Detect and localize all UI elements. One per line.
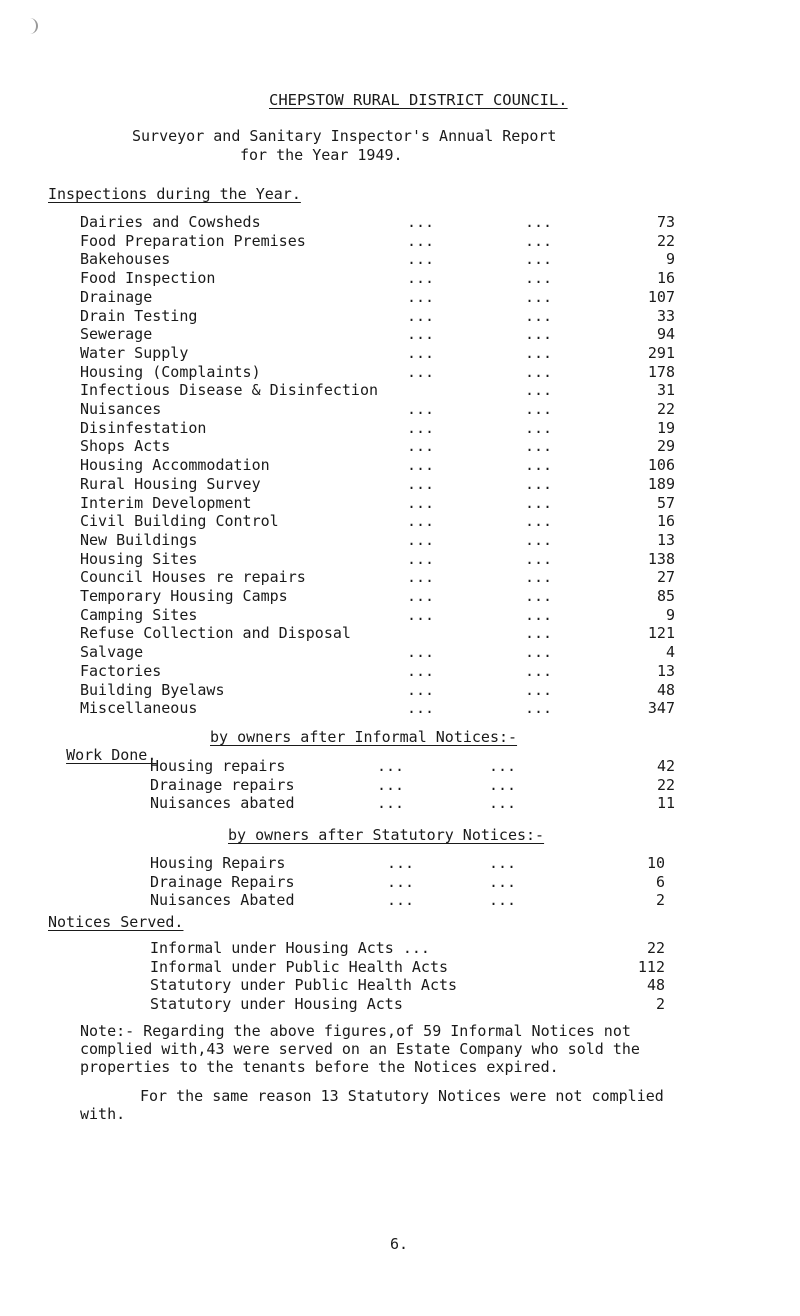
- row-label: New Buildings: [80, 530, 198, 549]
- informal-work-row: [150, 794, 675, 812]
- row-value: 16: [656, 512, 675, 531]
- row-label: Disinfestation: [80, 418, 207, 437]
- row-label: Drainage repairs: [150, 775, 295, 794]
- row-value: 31: [656, 381, 675, 400]
- inspection-row: [80, 681, 675, 699]
- row-label: Rural Housing Survey: [80, 474, 261, 493]
- leader-dots: ...: [387, 891, 415, 909]
- report-title-line2: for the Year 1949.: [240, 146, 403, 164]
- row-label: Food Inspection: [80, 269, 216, 288]
- leader-dots: ...: [407, 512, 435, 531]
- leader-dots: ...: [407, 643, 435, 662]
- row-label: Salvage: [80, 643, 144, 662]
- leader-dots: ...: [377, 794, 405, 812]
- leader-dots: ...: [407, 400, 435, 418]
- note-line-2: complied with,43 were served on an Estate Company who sold the: [80, 1040, 640, 1058]
- row-label: Miscellaneous: [80, 699, 198, 718]
- inspection-row: [80, 643, 675, 661]
- inspection-row: [80, 288, 675, 306]
- inspection-row: [80, 624, 675, 642]
- leader-dots: ...: [407, 418, 435, 437]
- row-label: Refuse Collection and Disposal: [80, 624, 351, 643]
- leader-dots: ...: [525, 512, 553, 531]
- leader-dots: ...: [407, 306, 435, 325]
- leader-dots: ...: [407, 231, 435, 250]
- informal-work-row: [150, 776, 675, 794]
- row-label: Informal under Housing Acts ...: [150, 939, 430, 957]
- leader-dots: ...: [387, 854, 415, 872]
- work-done-label: Work Done.: [66, 746, 157, 764]
- leader-dots: ...: [525, 269, 553, 288]
- statutory-work-row: [150, 891, 665, 909]
- leader-dots: ...: [489, 757, 517, 775]
- notices-served-heading: Notices Served.: [48, 913, 184, 931]
- leader-dots: ...: [407, 437, 435, 456]
- leader-dots: ...: [525, 661, 553, 680]
- leader-dots: ...: [407, 587, 435, 605]
- inspection-row: [80, 344, 675, 362]
- leader-dots: ...: [407, 605, 435, 624]
- leader-dots: ...: [525, 605, 553, 624]
- inspection-row: [80, 531, 675, 549]
- leader-dots: ...: [407, 325, 435, 344]
- row-value: 106: [647, 456, 675, 475]
- report-title-line1: Surveyor and Sanitary Inspector's Annual Report: [132, 127, 557, 145]
- inspection-row: [80, 363, 675, 381]
- row-label: Food Preparation Premises: [80, 231, 306, 250]
- row-value: 19: [656, 418, 675, 437]
- row-value: 2: [655, 891, 665, 909]
- inspection-row: [80, 475, 675, 493]
- leader-dots: ...: [407, 699, 435, 718]
- inspection-row: [80, 550, 675, 568]
- row-value: 33: [656, 306, 675, 325]
- row-label: Building Byelaws: [80, 680, 225, 699]
- leader-dots: ...: [407, 680, 435, 699]
- row-value: 6: [655, 872, 665, 891]
- leader-dots: ...: [407, 661, 435, 680]
- leader-dots: ...: [525, 306, 553, 325]
- row-label: Nuisances abated: [150, 794, 295, 812]
- leader-dots: ...: [489, 854, 517, 872]
- leader-dots: ...: [407, 493, 435, 512]
- row-value: 121: [647, 624, 675, 643]
- leader-dots: ...: [525, 493, 553, 512]
- row-label: Statutory under Public Health Acts: [150, 976, 458, 994]
- notice-row: [150, 976, 665, 994]
- leader-dots: ...: [377, 775, 405, 794]
- leader-dots: ...: [525, 381, 553, 400]
- row-value: 73: [656, 213, 675, 231]
- row-value: 291: [647, 343, 675, 362]
- row-label: Nuisances: [80, 400, 162, 418]
- inspection-row: [80, 606, 675, 624]
- leader-dots: ...: [525, 474, 553, 493]
- row-label: Temporary Housing Camps: [80, 587, 288, 605]
- row-label: Camping Sites: [80, 605, 198, 624]
- leader-dots: ...: [525, 250, 553, 269]
- inspection-row: [80, 232, 675, 250]
- leader-dots: ...: [407, 474, 435, 493]
- row-value: 57: [656, 493, 675, 512]
- leader-dots: ...: [525, 587, 553, 605]
- row-label: Interim Development: [80, 493, 252, 512]
- council-heading: CHEPSTOW RURAL DISTRICT COUNCIL.: [269, 91, 568, 109]
- row-value: 22: [646, 939, 665, 957]
- row-value: 10: [646, 854, 665, 872]
- scan-artifact: [27, 18, 38, 34]
- row-value: 42: [656, 757, 675, 775]
- leader-dots: ...: [525, 643, 553, 662]
- inspection-row: [80, 568, 675, 586]
- leader-dots: ...: [525, 549, 553, 568]
- leader-dots: ...: [489, 794, 517, 812]
- leader-dots: ...: [525, 699, 553, 718]
- row-value: 189: [647, 474, 675, 493]
- leader-dots: ...: [525, 624, 553, 643]
- leader-dots: ...: [407, 269, 435, 288]
- note-line-5: with.: [80, 1105, 126, 1123]
- inspection-row: [80, 512, 675, 530]
- row-label: Housing (Complaints): [80, 362, 261, 381]
- row-label: Bakehouses: [80, 250, 171, 269]
- leader-dots: ...: [525, 680, 553, 699]
- statutory-notices-heading: by owners after Statutory Notices:-: [228, 826, 545, 844]
- leader-dots: ...: [525, 343, 553, 362]
- row-label: Civil Building Control: [80, 512, 279, 531]
- notice-row: [150, 939, 665, 957]
- row-value: 4: [665, 643, 675, 662]
- row-value: 2: [655, 994, 665, 1013]
- informal-notices-heading: by owners after Informal Notices:-: [210, 728, 518, 746]
- note-line-4: For the same reason 13 Statutory Notices were not complied: [140, 1087, 664, 1105]
- row-value: 347: [647, 699, 675, 718]
- leader-dots: ...: [525, 400, 553, 418]
- row-value: 9: [665, 250, 675, 269]
- row-label: Water Supply: [80, 343, 189, 362]
- row-label: Nuisances Abated: [150, 891, 295, 909]
- leader-dots: ...: [489, 891, 517, 909]
- row-value: 48: [646, 976, 665, 994]
- row-value: 94: [656, 325, 675, 344]
- leader-dots: ...: [407, 549, 435, 568]
- statutory-work-row: [150, 873, 665, 891]
- leader-dots: ...: [407, 530, 435, 549]
- row-value: 13: [656, 661, 675, 680]
- row-value: 112: [637, 957, 665, 976]
- inspection-row: [80, 662, 675, 680]
- leader-dots: ...: [407, 213, 435, 231]
- row-label: Sewerage: [80, 325, 153, 344]
- row-label: Drainage: [80, 287, 153, 306]
- row-label: Informal under Public Health Acts: [150, 957, 449, 976]
- leader-dots: ...: [407, 343, 435, 362]
- row-value: 9: [665, 605, 675, 624]
- notice-row: [150, 958, 665, 976]
- inspection-row: [80, 437, 675, 455]
- row-value: 22: [656, 775, 675, 794]
- inspection-row: [80, 325, 675, 343]
- leader-dots: ...: [525, 530, 553, 549]
- notice-row: [150, 995, 665, 1013]
- leader-dots: ...: [489, 872, 517, 891]
- leader-dots: ...: [407, 250, 435, 269]
- leader-dots: ...: [407, 456, 435, 475]
- row-label: Drain Testing: [80, 306, 198, 325]
- inspections-heading: Inspections during the Year.: [48, 185, 301, 203]
- leader-dots: ...: [525, 568, 553, 587]
- note-line-3: properties to the tenants before the Notices expired.: [80, 1058, 559, 1076]
- inspection-row: [80, 381, 675, 399]
- leader-dots: ...: [387, 872, 415, 891]
- row-label: Drainage Repairs: [150, 872, 295, 891]
- row-value: 27: [656, 568, 675, 587]
- row-label: Dairies and Cowsheds: [80, 213, 261, 231]
- inspection-row: [80, 587, 675, 605]
- row-label: Housing repairs: [150, 757, 286, 775]
- leader-dots: ...: [377, 757, 405, 775]
- leader-dots: ...: [525, 362, 553, 381]
- row-label: Housing Sites: [80, 549, 198, 568]
- leader-dots: ...: [407, 362, 435, 381]
- inspection-row: [80, 213, 675, 231]
- row-label: Infectious Disease & Disinfection: [80, 381, 379, 400]
- row-value: 22: [656, 231, 675, 250]
- row-value: 22: [656, 400, 675, 418]
- inspection-row: [80, 269, 675, 287]
- inspection-row: [80, 494, 675, 512]
- leader-dots: ...: [407, 568, 435, 587]
- row-value: 178: [647, 362, 675, 381]
- row-value: 48: [656, 680, 675, 699]
- leader-dots: ...: [525, 287, 553, 306]
- leader-dots: ...: [525, 437, 553, 456]
- row-value: 29: [656, 437, 675, 456]
- row-value: 107: [647, 287, 675, 306]
- row-value: 16: [656, 269, 675, 288]
- leader-dots: ...: [407, 287, 435, 306]
- row-label: Housing Repairs: [150, 854, 286, 872]
- note-line-1: Note:- Regarding the above figures,of 59 Informal Notices not: [80, 1022, 631, 1040]
- leader-dots: ...: [525, 231, 553, 250]
- inspection-row: [80, 419, 675, 437]
- inspection-row: [80, 400, 675, 418]
- row-label: Statutory under Housing Acts: [150, 994, 403, 1013]
- row-value: 138: [647, 549, 675, 568]
- leader-dots: ...: [525, 418, 553, 437]
- row-value: 13: [656, 530, 675, 549]
- work-done-heading: [48, 728, 156, 764]
- row-label: Council Houses re repairs: [80, 568, 306, 587]
- page-number: 6.: [390, 1235, 409, 1253]
- row-value: 85: [656, 587, 675, 605]
- leader-dots: ...: [525, 213, 553, 231]
- leader-dots: ...: [489, 775, 517, 794]
- row-label: Shops Acts: [80, 437, 171, 456]
- inspection-row: [80, 307, 675, 325]
- inspection-row: [80, 250, 675, 268]
- leader-dots: ...: [525, 325, 553, 344]
- leader-dots: ...: [525, 456, 553, 475]
- row-label: Housing Accommodation: [80, 456, 270, 475]
- row-label: Factories: [80, 661, 162, 680]
- inspection-row: [80, 699, 675, 717]
- row-value: 11: [656, 794, 675, 812]
- inspection-row: [80, 456, 675, 474]
- statutory-work-row: [150, 854, 665, 872]
- informal-work-row: [150, 757, 675, 775]
